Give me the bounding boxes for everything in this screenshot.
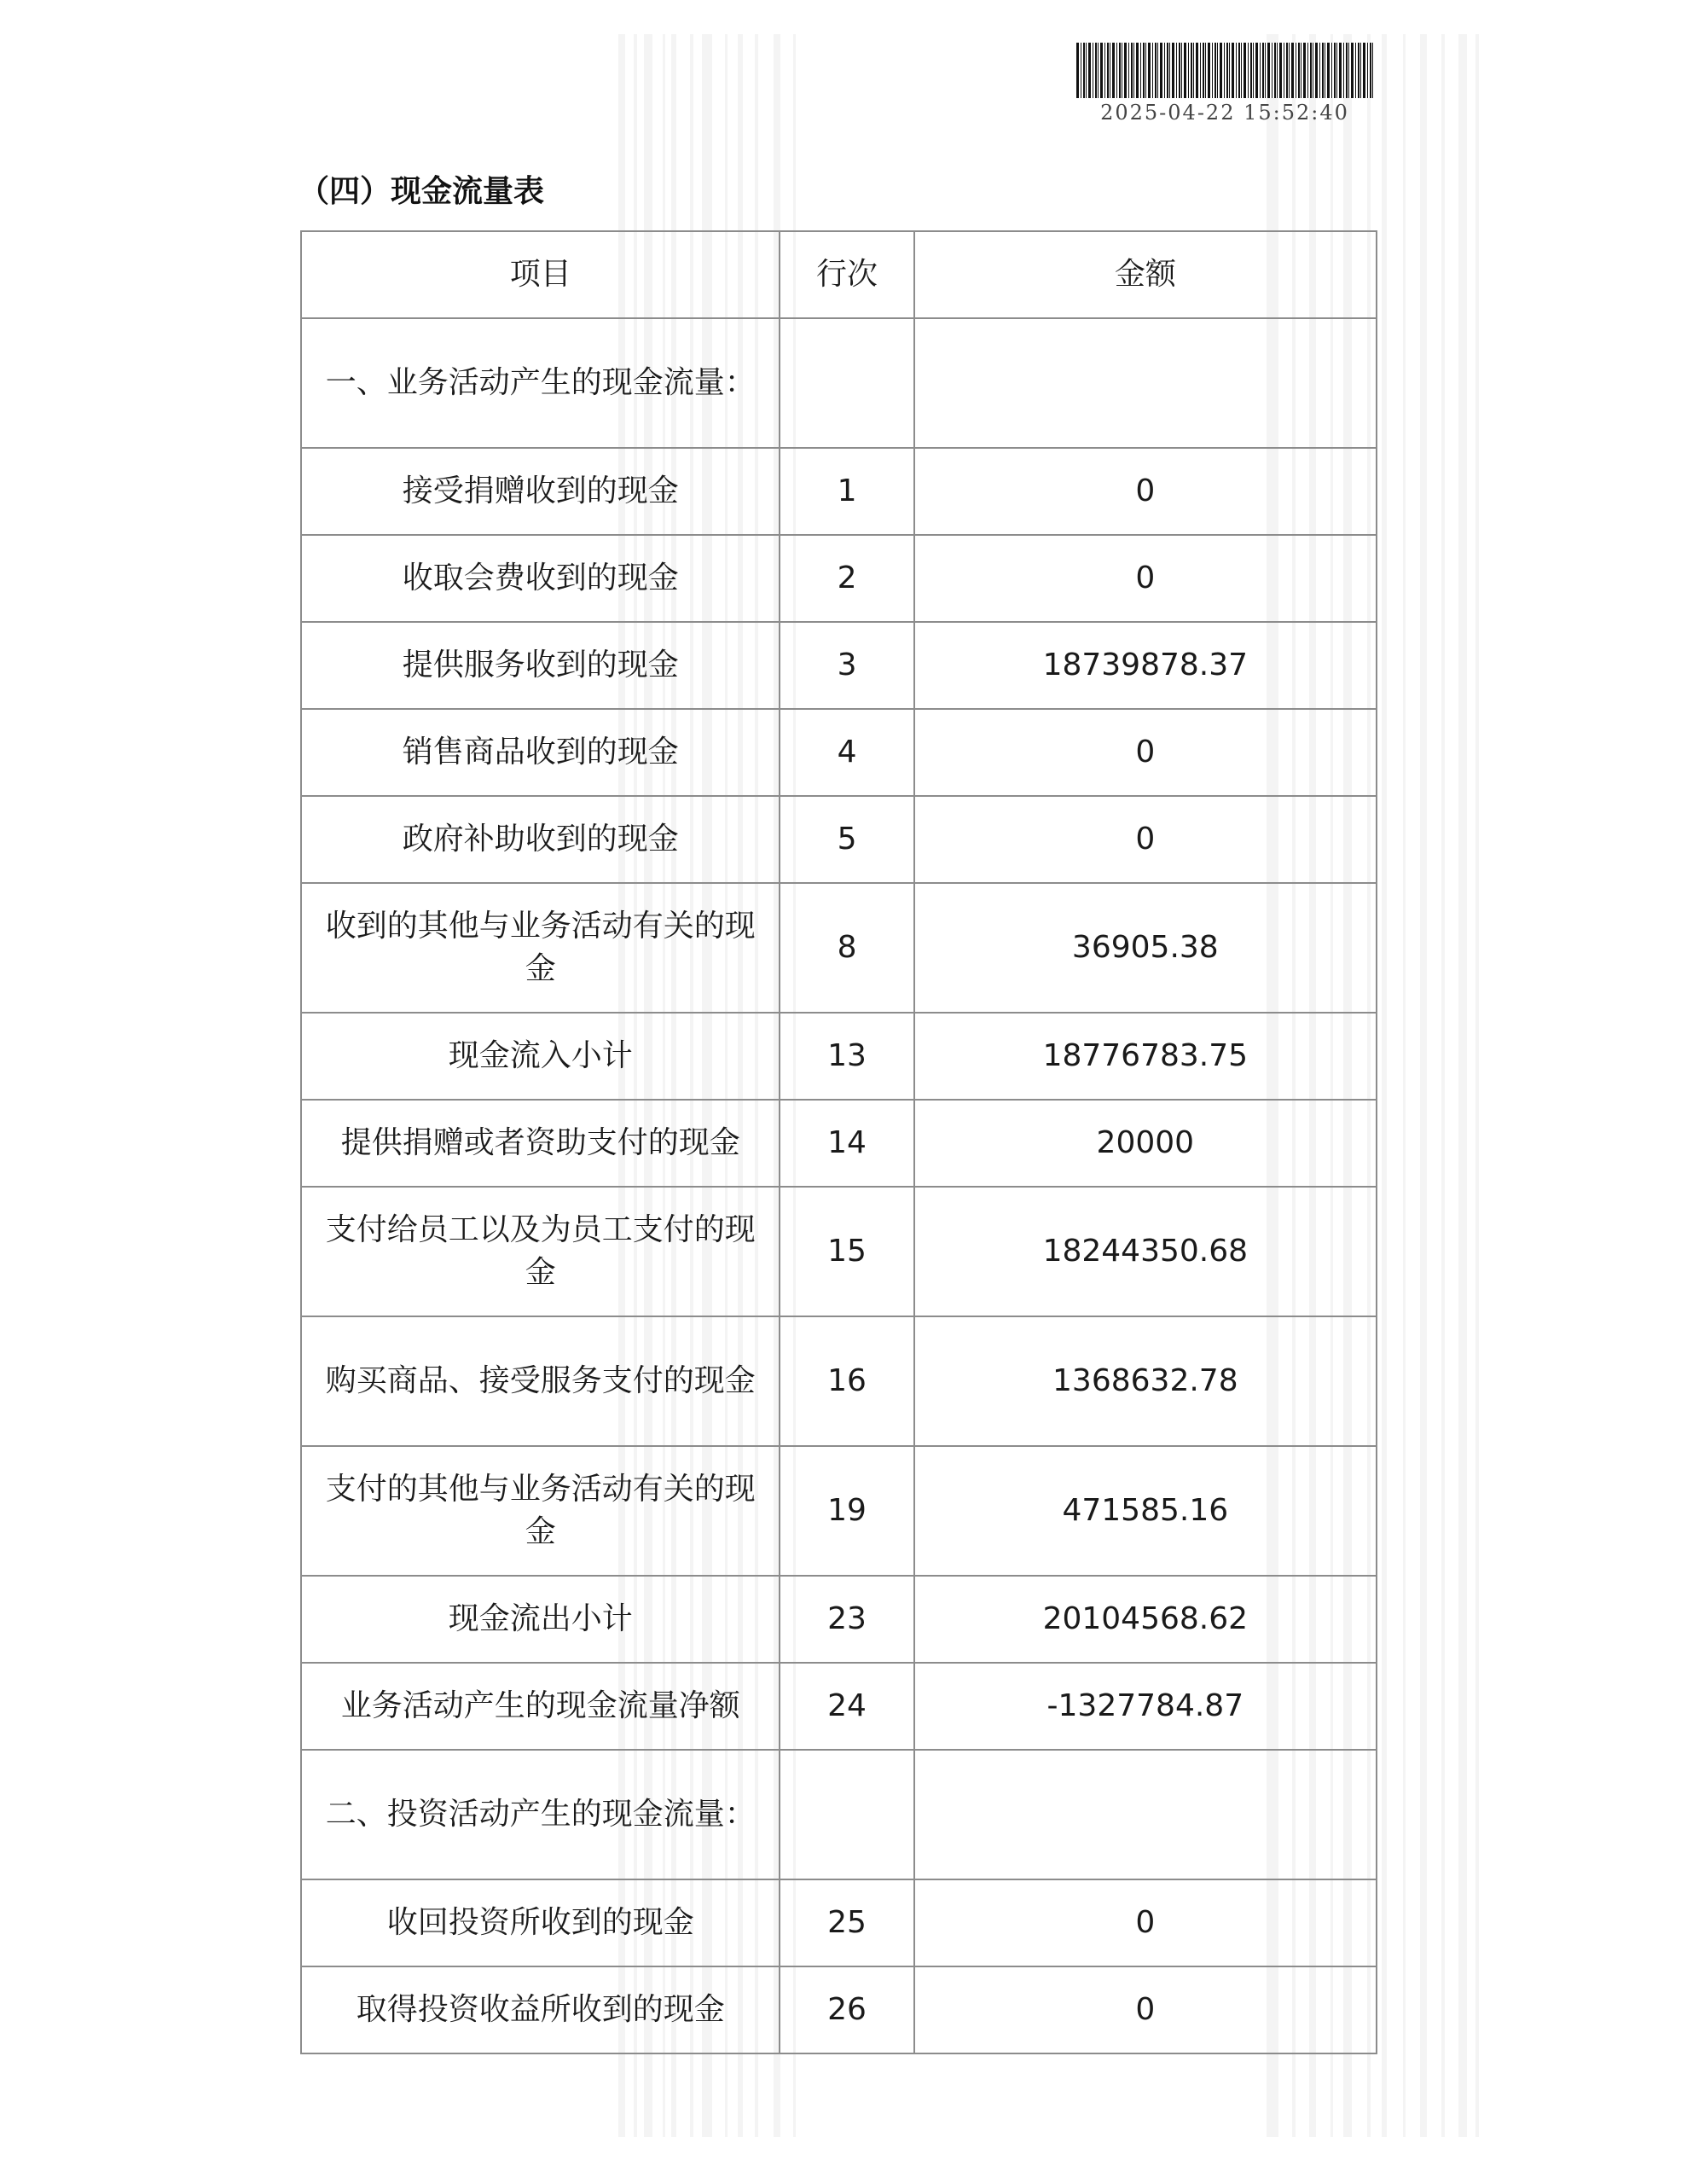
table-row xyxy=(301,883,1377,1013)
table-row xyxy=(301,1966,1377,2053)
row-amount: 18244350.68 xyxy=(914,1187,1377,1316)
row-item: 支付给员工以及为员工支付的现金 xyxy=(301,1187,780,1316)
row-amount: 0 xyxy=(914,1966,1377,2053)
row-amount: -1327784.87 xyxy=(914,1663,1377,1750)
table-row xyxy=(301,448,1377,535)
row-amount: 20000 xyxy=(914,1100,1377,1187)
row-amount: 1368632.78 xyxy=(914,1316,1377,1446)
row-item: 提供服务收到的现金 xyxy=(301,622,780,709)
row-amount: 0 xyxy=(914,1879,1377,1966)
row-amount: 471585.16 xyxy=(914,1446,1377,1576)
table-row xyxy=(301,1316,1377,1446)
row-item: 业务活动产生的现金流量净额 xyxy=(301,1663,780,1750)
table-header-row xyxy=(301,231,1377,318)
row-item: 销售商品收到的现金 xyxy=(301,709,780,796)
column-header-item: 项目 xyxy=(301,231,780,318)
barcode xyxy=(1076,43,1373,98)
row-line-no: 14 xyxy=(780,1100,913,1187)
row-line-no xyxy=(780,1750,913,1879)
row-line-no: 23 xyxy=(780,1576,913,1663)
row-line-no: 15 xyxy=(780,1187,913,1316)
table-row xyxy=(301,318,1377,448)
table-row xyxy=(301,1100,1377,1187)
row-item: 现金流出小计 xyxy=(301,1576,780,1663)
column-header-amount: 金额 xyxy=(914,231,1377,318)
row-item: 收回投资所收到的现金 xyxy=(301,1879,780,1966)
row-line-no: 16 xyxy=(780,1316,913,1446)
row-line-no xyxy=(780,318,913,448)
row-line-no: 2 xyxy=(780,535,913,622)
row-line-no: 5 xyxy=(780,796,913,883)
table-row xyxy=(301,1750,1377,1879)
row-item: 提供捐赠或者资助支付的现金 xyxy=(301,1100,780,1187)
row-item: 政府补助收到的现金 xyxy=(301,796,780,883)
table-row xyxy=(301,1663,1377,1750)
row-item: 现金流入小计 xyxy=(301,1013,780,1100)
row-line-no: 25 xyxy=(780,1879,913,1966)
print-timestamp: 2025-04-22 15:52:40 xyxy=(1100,101,1349,125)
row-item: 取得投资收益所收到的现金 xyxy=(301,1966,780,2053)
table-row xyxy=(301,709,1377,796)
row-item: 购买商品、接受服务支付的现金 xyxy=(301,1316,780,1446)
row-amount: 0 xyxy=(914,535,1377,622)
row-amount: 20104568.62 xyxy=(914,1576,1377,1663)
row-amount: 0 xyxy=(914,448,1377,535)
row-amount: 0 xyxy=(914,709,1377,796)
row-amount: 0 xyxy=(914,796,1377,883)
table-row xyxy=(301,535,1377,622)
table-row xyxy=(301,1879,1377,1966)
row-line-no: 13 xyxy=(780,1013,913,1100)
barcode-bars xyxy=(1076,43,1373,98)
row-line-no: 26 xyxy=(780,1966,913,2053)
row-line-no: 3 xyxy=(780,622,913,709)
row-amount xyxy=(914,1750,1377,1879)
row-item: 接受捐赠收到的现金 xyxy=(301,448,780,535)
cash-flow-table xyxy=(300,230,1377,2054)
table-row xyxy=(301,1446,1377,1576)
row-line-no: 19 xyxy=(780,1446,913,1576)
table-row xyxy=(301,1187,1377,1316)
row-line-no: 4 xyxy=(780,709,913,796)
table-row xyxy=(301,796,1377,883)
row-item: 二、投资活动产生的现金流量： xyxy=(301,1750,780,1879)
row-item: 支付的其他与业务活动有关的现金 xyxy=(301,1446,780,1576)
row-line-no: 1 xyxy=(780,448,913,535)
row-amount: 36905.38 xyxy=(914,883,1377,1013)
row-amount: 18776783.75 xyxy=(914,1013,1377,1100)
row-item: 收到的其他与业务活动有关的现金 xyxy=(301,883,780,1013)
row-amount xyxy=(914,318,1377,448)
section-title: （四）现金流量表 xyxy=(299,174,545,209)
column-header-line-no: 行次 xyxy=(780,231,913,318)
row-item: 一、业务活动产生的现金流量： xyxy=(301,318,780,448)
row-amount: 18739878.37 xyxy=(914,622,1377,709)
row-line-no: 24 xyxy=(780,1663,913,1750)
table-row xyxy=(301,1576,1377,1663)
table-row xyxy=(301,622,1377,709)
table-row xyxy=(301,1013,1377,1100)
row-item: 收取会费收到的现金 xyxy=(301,535,780,622)
row-line-no: 8 xyxy=(780,883,913,1013)
